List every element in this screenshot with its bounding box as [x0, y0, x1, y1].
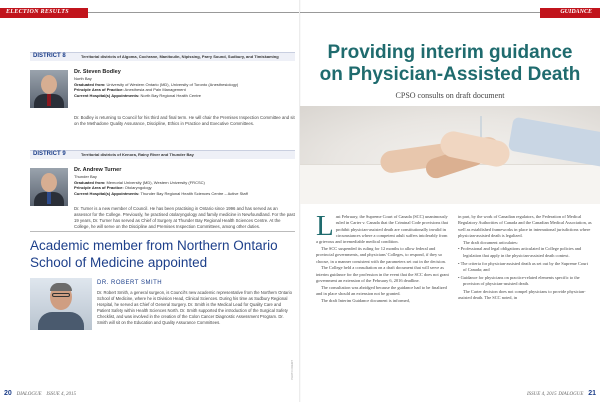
list-item: • Professional and legal obligations articulated in College policies and legislation that apply in the physician-assisted death context. — [458, 246, 592, 259]
criteria-list — [458, 246, 592, 287]
section-tag-election-results: ELECTION RESULTS — [0, 8, 88, 18]
right-header — [300, 8, 600, 18]
smith-photo — [30, 278, 92, 330]
page-number-left: 20 — [4, 390, 12, 397]
magazine-name-left: DIALOGUE — [16, 392, 42, 397]
left-footer — [4, 390, 76, 397]
district-8-area: Territorial districts of Algoma, Cochrane, Manitoulin, Nipissing, Parry Sound, Sudbury, and Timiskaming — [81, 54, 279, 59]
academic-title: Academic member from Northern Ontario School of Medicine appointed — [30, 238, 278, 270]
turner-bio: Dr. Andrew Turner Thunder Bay Graduated from: Memorial University (MD), Western University (FRCSC) Principle Area of Practice: Otolaryngology Current Hospital(s) Appointments: Thunder Bay Regional Health Sciences Centre – Active Staff — [74, 167, 295, 196]
smith-paragraph: Dr. Robert Smith, a general surgeon, is Council's new academic representative from the Northern Ontario School of Medicine, where he is Division Head, Clinical Sciences. During his time as Sudbury Regional Hospital, he served as Chief of General Surgery. Dr. Smith is the Medical Lead for Quality Care and Patient Safety within Health Sciences North. Dr. Smith supported the introduction of the Surgical Safety Checklist, and was involved in the creation of the Colon Cancer Diagnostic Assessment Program. Dr. Smith will sit on the Education and Quality Assurance Committees. — [97, 290, 292, 326]
right-page — [300, 0, 600, 402]
section-tag-guidance: GUIDANCE — [540, 8, 600, 18]
left-header — [0, 8, 300, 18]
list-item: • The criteria for physician-assisted death as set out by the Supreme Court of Canada; and — [458, 261, 592, 274]
article-column-2: in part, by the work of Canadian regulators, the Federation of Medical Regulatory Authorities of Canada and the Canadian Medical Association, as well as established frameworks in place in international jurisdictions where physician-assisted death is legalized. The draft document articulates: • Professional and legal obligations articulated in College policies and legislation that apply in the physician-assisted death context. • The criteria for physician-assisted death as set out by the Supreme Court of Canada; and • Guidance for physicians on practice-related elements specific to the provision of physician-assisted death. The Carter decision does not compel physicians to provide physician-assisted death. The SCC noted, in — [458, 214, 592, 302]
hero-photo-holding-hands — [300, 106, 600, 204]
smith-name: DR. ROBERT SMITH — [97, 280, 163, 286]
photo-credit: PHOTO CREDIT — [291, 360, 294, 380]
bodley-paragraph: Dr. Bodley is returning to Council for his third and final term. He will chair the Premises Inspection Committee and sit on the Methadone Quality Assurance, Discipline, Ethics in Practice and Executive Committees. — [74, 115, 295, 126]
district-8-bar — [30, 52, 295, 61]
article-title: Providing interim guidance on Physician-Assisted Death — [319, 42, 581, 85]
issue-left: ISSUE 4, 2015 — [46, 392, 77, 397]
district-9-number: DISTRICT 9 — [33, 151, 66, 157]
magazine-name-right: DIALOGUE — [558, 392, 584, 397]
bodley-region: North Bay — [74, 76, 92, 81]
turner-paragraph: Dr. Turner is a new member of Council. He has been practising in Ontario since 1996 and has served as an assessor for the College. Previously, he practised otolaryngology and family medicine in Newfoundland. For the past 19 years, Dr. Turner has served as Chief of Surgery at Thunder Bay Regional Health Sciences Centre. At the College, he will serve on the Discipline and Premises Inspection Committees, among other duties. — [74, 206, 295, 229]
turner-photo — [30, 168, 68, 206]
bodley-photo — [30, 70, 68, 108]
academic-rule — [30, 231, 295, 232]
header-rule — [88, 12, 300, 13]
drop-cap: L — [316, 210, 334, 242]
page-number-right: 21 — [588, 390, 596, 397]
turner-name: Dr. Andrew Turner — [74, 167, 122, 173]
article-subtitle: CPSO consults on draft document — [395, 91, 505, 100]
district-8-number: DISTRICT 8 — [33, 53, 66, 59]
article-column-1: Last February, the Supreme Court of Canada (SCC) unanimously ruled in Carter v. Canada that the Criminal Code provisions that prohibit physician-assisted death are constitutionally invalid in circumstances where a competent adult suffers intolerably from a grievous and irremediable medical condition. The SCC suspended its ruling for 12 months to allow federal and provincial governments, and physicians' Colleges, to respond, if they so choose, in a manner consistent with the parameters set out in the decision. The College held a consultation on a draft document that will serve as interim guidance for the profession in the event that the SCC does not grant government an extension of the February 6, 2016 deadline. The consultation was abridged because the guidance had to be finalized and in place should an extension not be granted. The draft Interim Guidance document is informed, — [316, 210, 449, 303]
district-9-area: Territorial districts of Kenora, Rainy River and Thunder Bay — [81, 152, 194, 157]
right-footer — [527, 390, 596, 397]
list-item: • Guidance for physicians on practice-related elements specific to the provision of physician-assisted death. — [458, 275, 592, 288]
turner-region: Thunder Bay — [74, 174, 97, 179]
header-rule-right — [300, 12, 540, 13]
issue-right: ISSUE 4, 2015 — [526, 392, 557, 397]
bodley-bio: Dr. Steven Bodley North Bay Graduated from: University of Western Ontario (MD), University of Toronto (Anesthesiology) Principle Area of Practice: Anesthesia and Pain Management Current Hospital(s) Appointments: North Bay Regional Health Centre — [74, 69, 295, 98]
district-9-bar — [30, 150, 295, 159]
bodley-name: Dr. Steven Bodley — [74, 69, 121, 75]
